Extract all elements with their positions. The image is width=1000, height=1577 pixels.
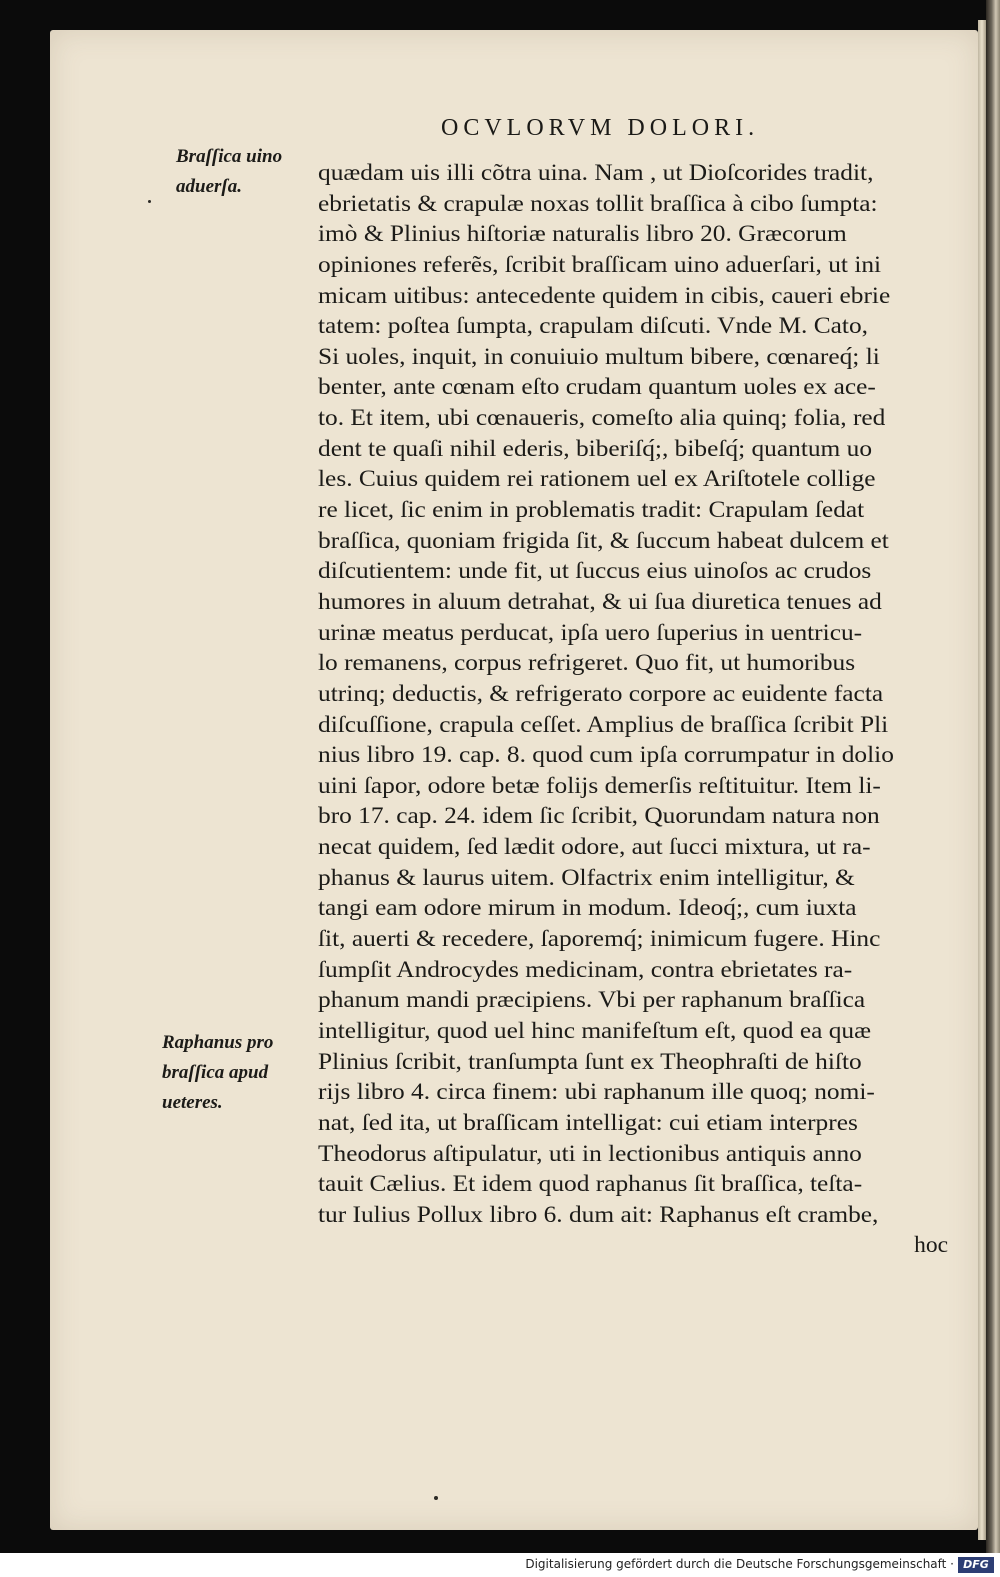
text-line: phanus & laurus uitem. Olfactrix enim intelligitur, & [318, 864, 855, 891]
ink-speck [434, 1496, 438, 1500]
margin-note-brassica [176, 142, 282, 202]
running-head: OCVLORVM DOLORI. [441, 115, 760, 141]
text-line: micam uitibus: antecedente quidem in cibis, caueri ebrie [318, 282, 891, 309]
text-line: nius libro 19. cap. 8. quod cum ipſa corrumpatur in dolio [318, 742, 894, 769]
text-line: Si uoles, inquit, in conuiuio multum bibere, cœnareq́; li [318, 343, 880, 370]
text-line: bro 17. cap. 24. idem ſic ſcribit, Quorundam natura non [318, 803, 880, 830]
margin-note-line: Raphanus pro [162, 1032, 274, 1053]
margin-note-raphanus [162, 1028, 273, 1118]
text-line: tur Iulius Pollux libro 6. dum ait: Raphanus eſt crambe, [318, 1201, 879, 1228]
text-line: phanum mandi præcipiens. Vbi per raphanum braſſica [318, 987, 866, 1014]
text-line: braſſica, quoniam frigida ſit, & ſuccum habeat dulcem et [318, 527, 889, 554]
text-line: tauit Cælius. Et idem quod raphanus ſit braſſica, teſta- [318, 1171, 863, 1198]
footer-bar [0, 1553, 1000, 1577]
text-line: to. Et item, ubi cœnaueris, comeſto alia quinq; folia, red [318, 405, 886, 432]
text-line: opiniones referẽs, ſcribit braſſicam uino aduerſari, ut ini [318, 251, 882, 278]
text-line: imò & Plinius hiſtoriæ naturalis libro 20. Græcorum [318, 221, 847, 248]
text-line: les. Cuius quidem rei rationem uel ex Ariſtotele collige [318, 466, 876, 493]
text-line: dent te quaſi nihil ederis, biberiſq́;, bibeſq́; quantum uo [318, 435, 873, 462]
page-fore-edge [978, 20, 986, 1540]
text-line: humores in aluum detrahat, & ui ſua diuretica tenues ad [318, 588, 882, 615]
text-line: quædam uis illi cõtra uina. Nam , ut Dioſcorides tradit, [318, 160, 874, 186]
body-text [318, 158, 958, 1261]
text-line: ſumpſit Androcydes medicinam, contra ebrietates ra- [318, 956, 853, 983]
book-edge [986, 0, 1000, 1555]
text-line: nat, ſed ita, ut braſſicam intelligat: cui etiam interpres [318, 1109, 858, 1136]
text-line: re licet, ſic enim in problematis tradit: Crapulam ſedat [318, 497, 865, 524]
text-line: benter, ante cœnam eſto crudam quantum uoles ex ace- [318, 374, 876, 401]
text-line: intelligitur, quod uel hinc manifeſtum eſt, quod ea quæ [318, 1017, 872, 1044]
margin-note-line: braſſica apud [162, 1062, 269, 1083]
catchword: hoc [914, 1232, 948, 1259]
dfg-logo: DFG [958, 1557, 994, 1573]
text-line: Theodorus aſtipulatur, uti in lectionibus antiquis anno [318, 1140, 862, 1167]
text-line: lo remanens, corpus refrigeret. Quo fit, ut humoribus [318, 650, 856, 677]
text-line: ebrietatis & crapulæ noxas tollit braſſica à cibo ſumpta: [318, 190, 878, 217]
text-line: Plinius ſcribit, tranſumpta ſunt ex Theophraſti de hiſto [318, 1048, 862, 1075]
text-line: urinæ meatus perducat, ipſa uero ſuperius in uentricu- [318, 619, 863, 646]
text-line: necat quidem, ſed lædit odore, aut ſucci mixtura, ut ra- [318, 834, 871, 861]
margin-note-line: Braſſica uino [176, 146, 283, 167]
text-line: tatem: poſtea ſumpta, crapulam diſcuti. Vnde M. Cato, [318, 313, 869, 340]
ink-speck [148, 200, 151, 203]
text-line: rijs libro 4. circa finem: ubi raphanum ille quoq; nomi- [318, 1079, 875, 1106]
margin-note-line: aduerſa. [176, 176, 242, 197]
text-line: diſcuſſione, crapula ceſſet. Amplius de braſſica ſcribit Pli [318, 711, 889, 738]
text-line: utrinq; deductis, & refrigerato corpore ac euidente facta [318, 680, 884, 707]
text-line: ſit, auerti & recedere, ſaporemq́; inimicum fugere. Hinc [318, 926, 881, 953]
text-line: tangi eam odore mirum in modum. Ideoq́;, cum iuxta [318, 895, 857, 922]
text-line: diſcutientem: unde fit, ut ſuccus eius uinoſos ac crudos [318, 558, 872, 585]
text-line: uini ſapor, odore betæ folijs demerſis reſtituitur. Item li- [318, 772, 881, 799]
margin-note-line: ueteres. [162, 1092, 223, 1113]
footer-credit: Digitalisierung gefördert durch die Deutsche Forschungsgemeinschaft · [525, 1557, 954, 1571]
